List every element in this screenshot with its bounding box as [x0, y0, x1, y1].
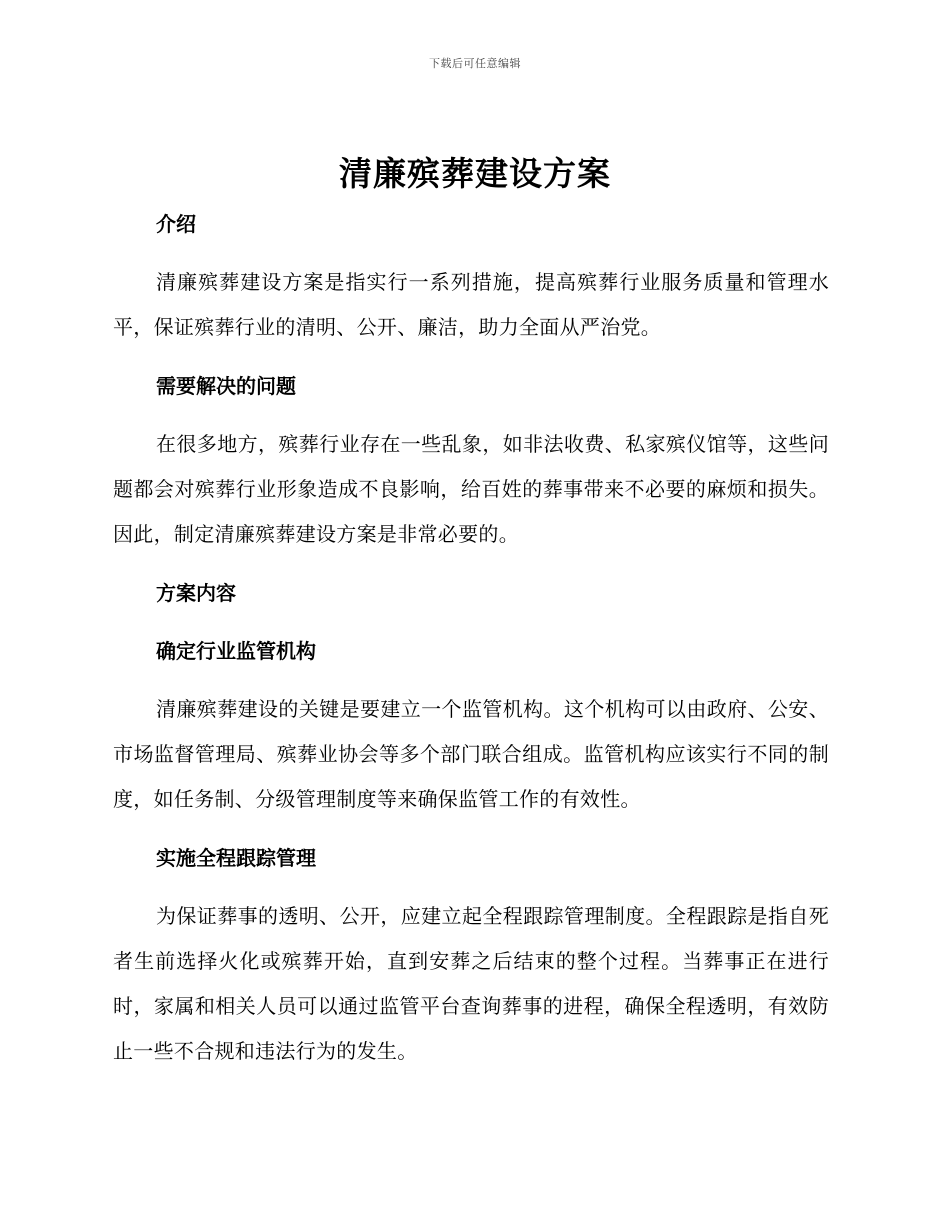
section-heading-plan-content: 方案内容: [156, 581, 236, 605]
section-paragraph-problems: 在很多地方，殡葬行业存在一些乱象，如非法收费、私家殡仪馆等，这些问题都会对殡葬行业形象造成不良影响，给百姓的葬事带来不必要的麻烦和损失。因此，制定清廉殡葬建设方案是非常必要的。: [113, 432, 829, 546]
section-paragraph-intro: 清廉殡葬建设方案是指实行一系列措施，提高殡葬行业服务质量和管理水平，保证殡葬行业的清明、公开、廉洁，助力全面从严治党。: [113, 270, 829, 339]
section-paragraph-regulator: 清廉殡葬建设的关键是要建立一个监管机构。这个机构可以由政府、公安、市场监督管理局、殡葬业协会等多个部门联合组成。监管机构应该实行不同的制度，如任务制、分级管理制度等来确保监管工作的有效性。: [113, 697, 829, 811]
section-heading-problems: 需要解决的问题: [156, 374, 296, 398]
document-body: [113, 202, 829, 1088]
document-title: 清廉殡葬建设方案: [339, 154, 611, 193]
section-heading-intro: 介绍: [156, 212, 196, 236]
section-heading-tracking: 实施全程跟踪管理: [156, 846, 316, 870]
section-heading-regulator: 确定行业监管机构: [156, 639, 316, 663]
section-paragraph-tracking: 为保证葬事的透明、公开，应建立起全程跟踪管理制度。全程跟踪是指自死者生前选择火化或殡葬开始，直到安葬之后结束的整个过程。当葬事正在进行时，家属和相关人员可以通过监管平台查询葬事的进程，确保全程透明，有效防止一些不合规和违法行为的发生。: [113, 904, 829, 1063]
header-note: 下载后可任意编辑: [429, 57, 521, 70]
